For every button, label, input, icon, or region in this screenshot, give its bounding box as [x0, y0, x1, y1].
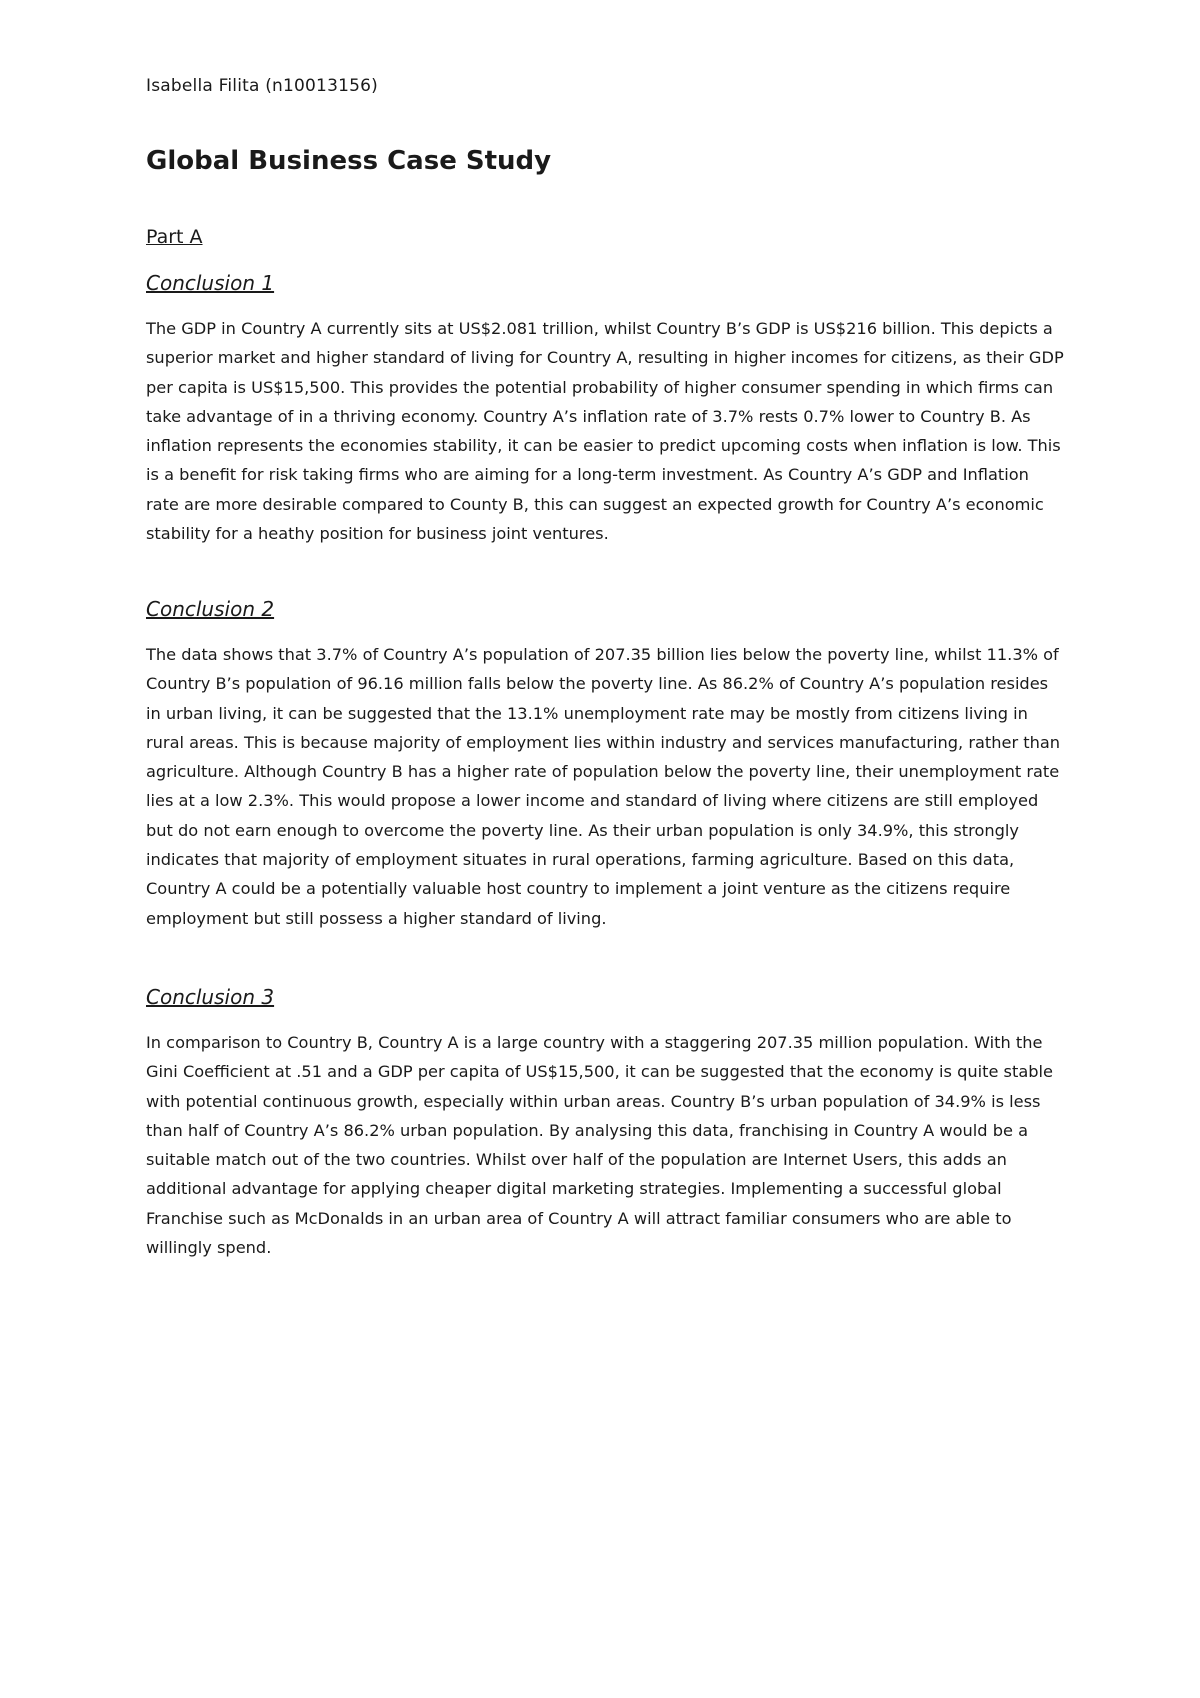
document-title: Global Business Case Study: [146, 146, 552, 176]
conclusion-3-paragraph: In comparison to Country B, Country A is a large country with a staggering 207.35 million population. With the Gini Coefficient at .51 and a GDP per capita of US$15,500, it can be suggested that the economy is quite stable with potential continuous growth, especially within urban areas. Country B’s urban population of 34.9% is less than half of Country A’s 86.2% urban population. By analysing this data, franchising in Country A would be a suitable match out of the two countries. Whilst over half of the population are Internet Users, this adds an additional advantage for applying cheaper digital marketing strategies. Implementing a successful global Franchise such as McDonalds in an urban area of Country A will attract familiar consumers who are able to willingly spend.: [146, 1033, 1053, 1258]
part-heading: Part A: [146, 226, 203, 248]
author-line: Isabella Filita (n10013156): [146, 76, 378, 96]
conclusion-2-heading: Conclusion 2: [146, 597, 275, 621]
conclusion-3-heading: Conclusion 3: [146, 985, 275, 1009]
conclusion-1-paragraph: The GDP in Country A currently sits at US$2.081 trillion, whilst Country B’s GDP is US$216 billion. This depicts a superior market and higher standard of living for Country A, resulting in higher incomes for citizens, as their GDP per capita is US$15,500. This provides the potential probability of higher consumer spending in which firms can take advantage of in a thriving economy. Country A’s inflation rate of 3.7% rests 0.7% lower to Country B. As inflation represents the economies stability, it can be easier to predict upcoming costs when inflation is low. This is a benefit for risk taking firms who are aiming for a long-term investment. As Country A’s GDP and Inflation rate are more desirable compared to County B, this can suggest an expected growth for Country A’s economic stability for a heathy position for business joint ventures.: [146, 319, 1064, 544]
conclusion-2-paragraph: The data shows that 3.7% of Country A’s population of 207.35 billion lies below the poverty line, whilst 11.3% of Country B’s population of 96.16 million falls below the poverty line. As 86.2% of Country A’s population resides in urban living, it can be suggested that the 13.1% unemployment rate may be mostly from citizens living in rural areas. This is because majority of employment lies within industry and services manufacturing, rather than agriculture. Although Country B has a higher rate of population below the poverty line, their unemployment rate lies at a low 2.3%. This would propose a lower income and standard of living where citizens are still employed but do not earn enough to overcome the poverty line. As their urban population is only 34.9%, this strongly indicates that majority of employment situates in rural operations, farming agriculture. Based on this data, Country A could be a potentially valuable host country to implement a joint venture as the citizens require employment but still possess a higher standard of living.: [146, 645, 1061, 928]
conclusion-1-heading: Conclusion 1: [146, 271, 275, 295]
